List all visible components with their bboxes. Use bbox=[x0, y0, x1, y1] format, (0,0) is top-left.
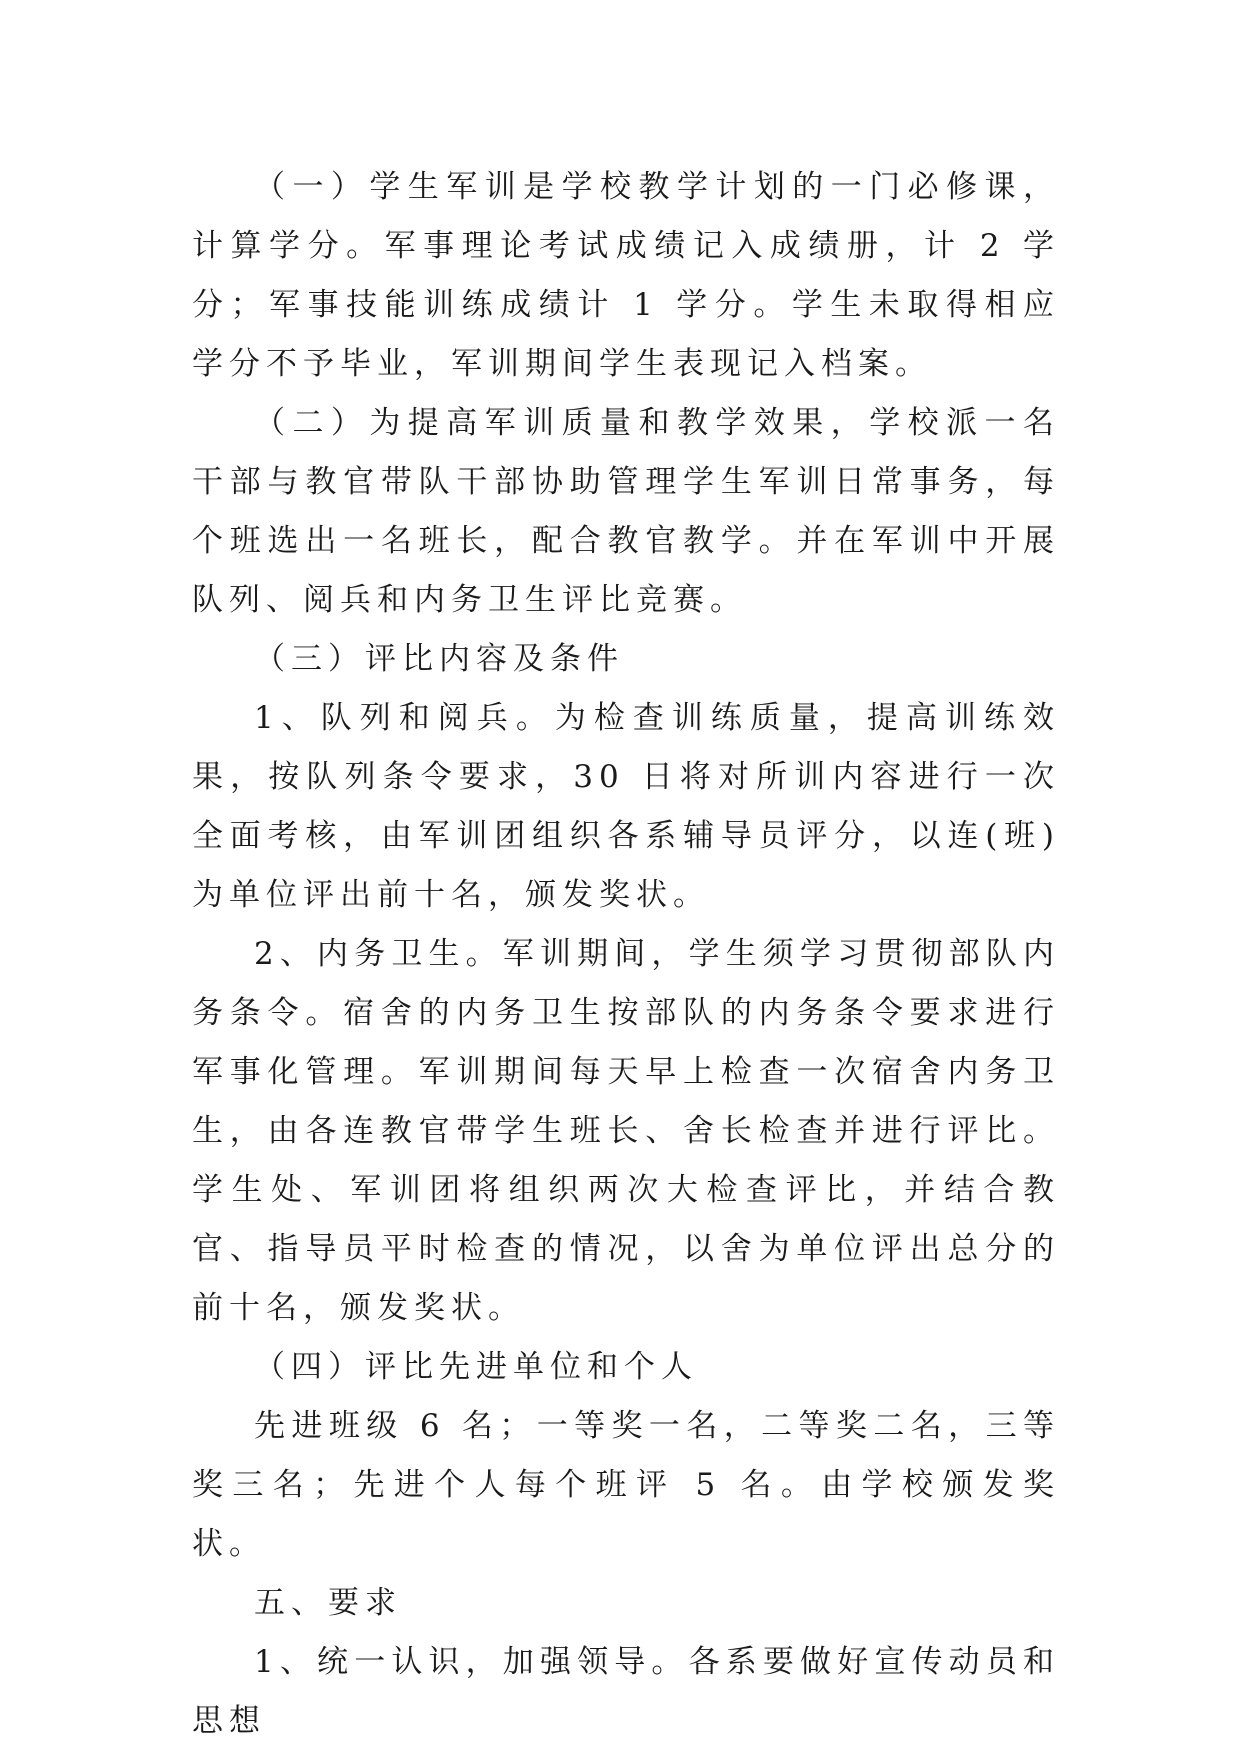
paragraph-dormitory-hygiene: 2、内务卫生。军训期间，学生须学习贯彻部队内务条令。宿舍的内务卫生按部队的内务条令要求进行军事化管理。军训期间每天早上检查一次宿舍内务卫生，由各连教官带学生班长、舍长检查并进行评比。学生处、军训团将组织两次大检查评比，并结合教官、指导员平时检查的情况，以舍为单位评出总分的前十名，颁发奖状。 bbox=[192, 936, 1060, 1326]
paragraph-training-management: （二）为提高军训质量和教学效果，学校派一名干部与教官带队干部协助管理学生军训日常事务，每个班选出一名班长，配合教官教学。并在军训中开展队列、阅兵和内务卫生评比竞赛。 bbox=[192, 405, 1060, 618]
paragraph-drill-and-parade: 1、队列和阅兵。为检查训练质量，提高训练效果，按队列条令要求，30 日将对所训内容进行一次全面考核，由军训团组织各系辅导员评分，以连(班)为单位评出前十名，颁发奖状。 bbox=[192, 700, 1060, 913]
paragraph-unified-understanding: 1、统一认识，加强领导。各系要做好宣传动员和思想 bbox=[192, 1644, 1060, 1739]
document-body bbox=[192, 158, 1060, 1751]
paragraph-award-quotas: 先进班级 6 名；一等奖一名，二等奖二名，三等奖三名；先进个人每个班评 5 名。由学校颁发奖状。 bbox=[192, 1408, 1060, 1562]
paragraph-heading-advanced-units: （四）评比先进单位和个人 bbox=[254, 1349, 698, 1385]
paragraph-heading-requirements: 五、要求 bbox=[254, 1585, 402, 1621]
paragraph-heading-evaluation-content: （三）评比内容及条件 bbox=[254, 641, 624, 677]
paragraph-military-training-credits: （一）学生军训是学校教学计划的一门必修课，计算学分。军事理论考试成绩记入成绩册，计 2 学分；军事技能训练成绩计 1 学分。学生未取得相应学分不予毕业，军训期间学生表现记入档案。 bbox=[192, 169, 1060, 382]
